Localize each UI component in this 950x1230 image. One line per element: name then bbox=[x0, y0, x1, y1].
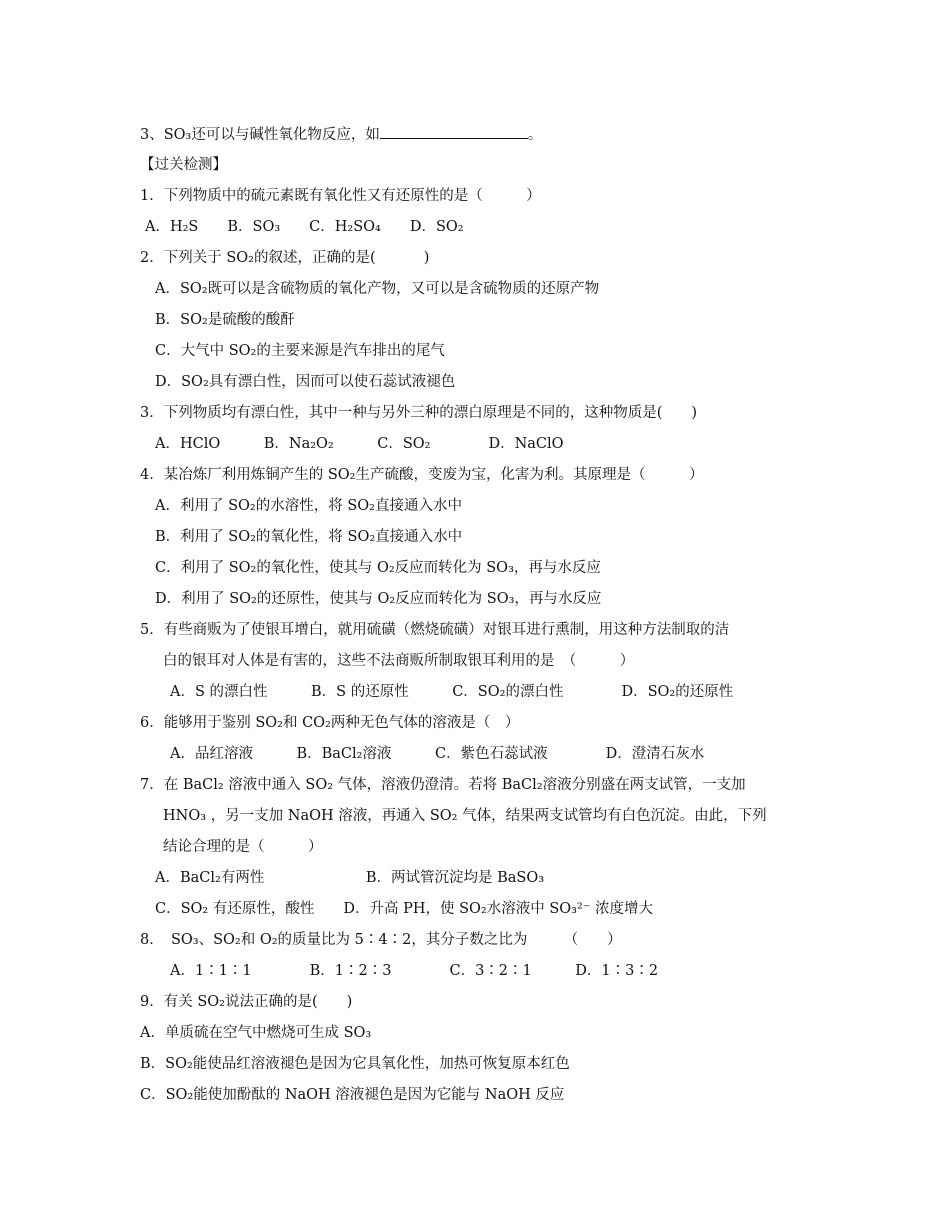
answer-blank[interactable] bbox=[380, 124, 528, 139]
question-2-option-b: B．SO₂是硫酸的酸酐 bbox=[155, 312, 295, 328]
question-7-stem-cont: HNO₃ ，另一支加 NaOH 溶液，再通入 SO₂ 气体，结果两支试管均有白色沉淀。由此，下列 bbox=[163, 808, 767, 824]
question-9-option-b: B．SO₂能使品红溶液褪色是因为它具氧化性，加热可恢复原本红色 bbox=[140, 1056, 570, 1072]
question-1-options: A．H₂S B．SO₃ C．H₂SO₄ D．SO₂ bbox=[145, 219, 464, 235]
question-7-stem: 7．在 BaCl₂ 溶液中通入 SO₂ 气体，溶液仍澄清。若将 BaCl₂溶液分别盛在两支试管，一支加 bbox=[140, 777, 746, 793]
question-4-option-d: D．利用了 SO₂的还原性，使其与 O₂反应而转化为 SO₃，再与水反应 bbox=[155, 591, 602, 607]
question-3-stem: 3．下列物质均有漂白性，其中一种与另外三种的漂白原理是不同的，这种物质是( ) bbox=[140, 405, 698, 421]
question-7-options-ab: A．BaCl₂有两性 B．两试管沉淀均是 BaSO₃ bbox=[155, 870, 545, 886]
question-6-options: A．品红溶液 B．BaCl₂溶液 C．紫色石蕊试液 D．澄清石灰水 bbox=[170, 746, 705, 762]
question-3-options: A．HClO B．Na₂O₂ C．SO₂ D．NaClO bbox=[155, 436, 564, 452]
question-7-options-cd: C．SO₂ 有还原性，酸性 D．升高 PH，使 SO₂水溶液中 SO₃²⁻ 浓度增大 bbox=[155, 901, 654, 917]
question-3-fill-line bbox=[140, 124, 542, 144]
question-8-stem: 8． SO₃、SO₂和 O₂的质量比为 5∶4∶2，其分子数之比为 （ ） bbox=[140, 932, 622, 948]
question-9-stem: 9．有关 SO₂说法正确的是( ) bbox=[140, 994, 353, 1010]
question-9-option-c: C．SO₂能使加酚酞的 NaOH 溶液褪色是因为它能与 NaOH 反应 bbox=[140, 1087, 565, 1103]
question-2-stem: 2．下列关于 SO₂的叙述，正确的是( ) bbox=[140, 250, 430, 266]
question-9-option-a: A．单质硫在空气中燃烧可生成 SO₃ bbox=[140, 1025, 372, 1041]
question-5-stem-cont: 白的银耳对人体是有害的，这些不法商贩所制取银耳利用的是 （ ） bbox=[163, 653, 635, 669]
question-2-option-d: D．SO₂具有漂白性，因而可以使石蕊试液褪色 bbox=[155, 374, 456, 390]
question-1-stem: 1．下列物质中的硫元素既有氧化性又有还原性的是（ ） bbox=[140, 188, 541, 204]
question-3-text: 3、SO₃还可以与碱性氧化物反应，如 bbox=[140, 127, 380, 143]
question-4-stem: 4．某冶炼厂利用炼铜产生的 SO₂生产硫酸，变废为宝，化害为利。其原理是（ ） bbox=[140, 467, 704, 483]
question-3-end: 。 bbox=[527, 127, 543, 143]
question-6-stem: 6．能够用于鉴别 SO₂和 CO₂两种无色气体的溶液是（ ） bbox=[140, 715, 520, 731]
question-4-option-c: C．利用了 SO₂的氧化性，使其与 O₂反应而转化为 SO₃，再与水反应 bbox=[155, 560, 601, 576]
question-7-stem-cont-2: 结论合理的是（ ） bbox=[163, 839, 323, 855]
question-8-options: A．1∶1∶1 B．1∶2∶3 C．3∶2∶1 D．1∶3∶2 bbox=[170, 963, 659, 979]
question-2-option-a: A．SO₂既可以是含硫物质的氧化产物，又可以是含硫物质的还原产物 bbox=[155, 281, 600, 297]
question-4-option-b: B．利用了 SO₂的氧化性，将 SO₂直接通入水中 bbox=[155, 529, 463, 545]
section-heading: 【过关检测】 bbox=[140, 157, 227, 173]
question-5-options: A．S 的漂白性 B．S 的还原性 C．SO₂的漂白性 D．SO₂的还原性 bbox=[170, 684, 734, 700]
question-5-stem: 5．有些商贩为了使银耳增白，就用硫磺（燃烧硫磺）对银耳进行熏制，用这种方法制取的洁 bbox=[140, 622, 730, 638]
question-2-option-c: C．大气中 SO₂的主要来源是汽车排出的尾气 bbox=[155, 343, 445, 359]
question-4-option-a: A．利用了 SO₂的水溶性，将 SO₂直接通入水中 bbox=[155, 498, 462, 514]
